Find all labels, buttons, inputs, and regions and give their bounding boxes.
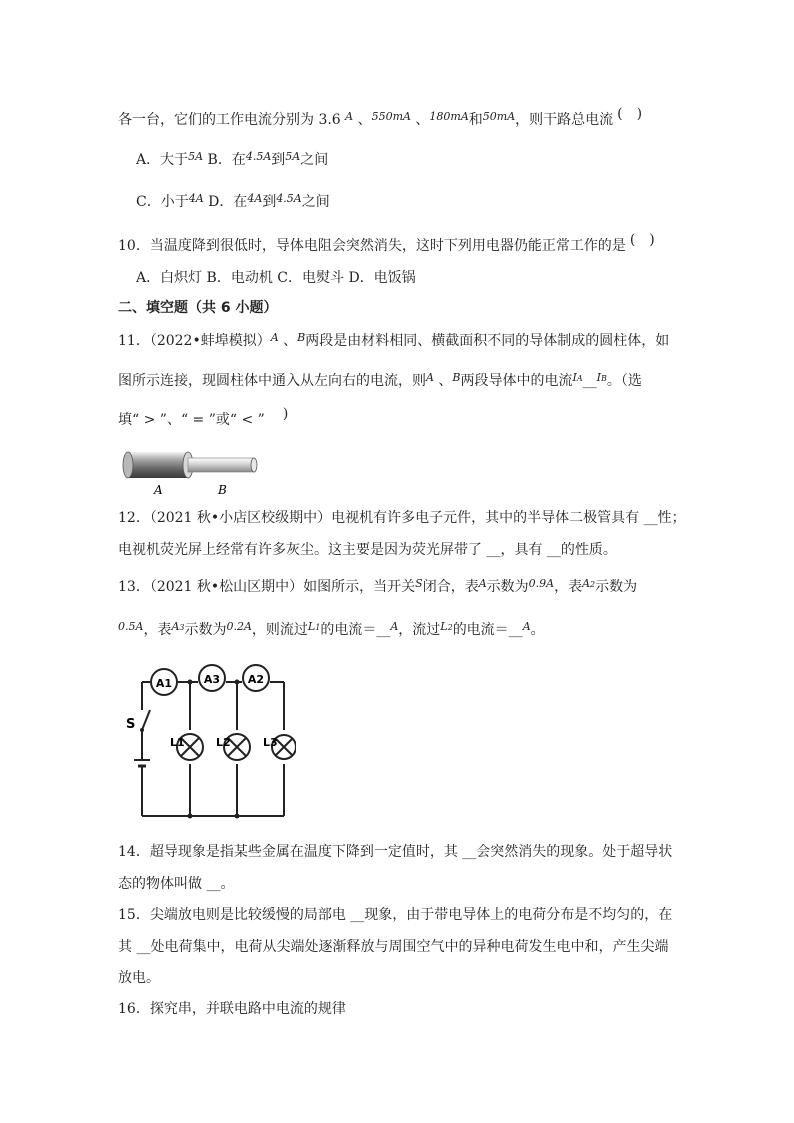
switch-blade: [142, 710, 150, 730]
text: 到: [271, 152, 286, 168]
math: B: [297, 331, 306, 344]
math: A: [270, 331, 279, 344]
math: L: [440, 620, 448, 633]
ammeter-a2: [243, 665, 269, 691]
text: 、: [278, 333, 298, 349]
label-b: B: [218, 483, 227, 497]
answer-paren: ( ): [617, 106, 643, 122]
q11-line2: [118, 371, 642, 393]
q14-line1: 14．超导现象是指某些金属在温度下降到一定值时，其 __会突然消失的现象。处于超导状: [118, 844, 673, 860]
text: 13．（2021 秋•松山区期中）如图所示，当开关: [118, 579, 416, 595]
text: A．大于: [136, 152, 189, 168]
q15-line3: 放电。: [118, 970, 160, 986]
q9-options-ab: [136, 150, 328, 171]
math: 50mA: [482, 110, 516, 123]
circuit-diagram: [124, 656, 296, 820]
lamp-l3: [263, 735, 296, 759]
lamp-l3-label: L3: [263, 736, 278, 749]
junction-dot: [235, 680, 240, 685]
math: 5A: [285, 150, 301, 163]
math: 550mA: [371, 110, 411, 123]
math: 4.5A: [245, 150, 272, 163]
q11-line3: [118, 406, 289, 430]
text: 、: [433, 373, 453, 389]
text: 。（选: [606, 373, 642, 389]
text: ，表: [554, 579, 583, 595]
math-subscript: 2: [590, 580, 596, 589]
text: ，则干路总电流: [515, 112, 614, 128]
text: 两段是由材料相同、横截面积不同的导体制成的圆柱体，如: [305, 333, 670, 349]
math: 0.5A: [118, 620, 144, 633]
math: B: [452, 371, 461, 384]
math: A: [582, 577, 591, 590]
math: A: [390, 620, 399, 633]
switch-pivot: [140, 728, 144, 732]
text: 。: [530, 622, 545, 638]
text: ，则流过: [251, 622, 308, 638]
math-subscript: 2: [447, 623, 453, 632]
blank: __: [582, 373, 597, 389]
math: L: [307, 620, 316, 633]
cylinder-diagram: [118, 448, 268, 500]
math: 180mA: [429, 110, 469, 123]
math-subscript: B: [601, 374, 607, 383]
math: A: [426, 371, 434, 384]
ammeter-a3: [199, 665, 225, 691]
text: 10．当温度降到很低时，导体电阻会突然消失，这时下列用电器仍能正常工作的是: [118, 238, 626, 254]
q13-line2: [118, 620, 545, 642]
ammeter-a2-label: A2: [247, 673, 265, 686]
text: 两段导体中的电流: [460, 373, 573, 389]
math: S: [415, 577, 423, 590]
text: 的电流＝__: [320, 622, 391, 638]
q15-line2: 其 __处电荷集中，电荷从尖端处逐渐释放与周围空气中的异种电荷发生电中和，产生尖端: [118, 939, 669, 955]
q14-line2: 态的物体叫做 __。: [118, 876, 235, 892]
math: 4.5A: [276, 192, 302, 205]
lamp-l1: [170, 734, 203, 760]
answer-paren: ): [268, 406, 289, 422]
text: 各一台，它们的工作电流分别为 3.6: [118, 112, 346, 128]
text: C．小于: [136, 194, 189, 210]
math: A: [478, 577, 487, 590]
math: 5A: [188, 150, 204, 163]
junction-dot: [188, 814, 193, 819]
text: 之间: [301, 194, 330, 210]
math: A: [171, 620, 180, 633]
q12-line2: 电视机荧光屏上经常有许多灰尘。这主要是因为荧光屏带了 __，具有 __的性质。: [118, 542, 617, 558]
q9-stem: [118, 106, 643, 131]
q10-options: A．白炽灯 B．电动机 C．电熨斗 D．电饭锅: [136, 270, 416, 286]
answer-paren: ( ): [629, 232, 655, 248]
q13-line1: [118, 577, 637, 599]
text: 闭合，表: [422, 579, 479, 595]
text: 和: [468, 112, 483, 128]
ammeter-a1: [151, 669, 177, 695]
math: I: [572, 371, 577, 384]
text: B．在: [203, 152, 246, 168]
math: A: [345, 110, 354, 123]
text: 11．（2022•蚌埠模拟）: [118, 333, 271, 349]
ammeter-a1-label: A1: [155, 677, 173, 690]
ammeter-a3-label: A3: [203, 673, 221, 686]
section-heading: 二、填空题（共 6 小题）: [118, 300, 278, 316]
math: 4A: [247, 192, 263, 205]
math: 4A: [188, 192, 204, 205]
text: 之间: [300, 152, 329, 168]
math: A: [522, 620, 531, 633]
text: 到: [262, 194, 277, 210]
text: 示数为: [595, 579, 638, 595]
text: D．在: [203, 194, 248, 210]
q15-line1: 15．尖端放电则是比较缓慢的局部电 __现象，由于带电导体上的电荷分布是不均匀的，在: [118, 907, 673, 923]
text: ，表: [143, 622, 172, 638]
q9-options-cd: [136, 192, 330, 213]
math: 0.9A: [528, 577, 555, 590]
q12-line1: 12．（2021 秋•小店区校级期中）电视机有许多电子元件，其中的半导体二极管具有 __性；: [118, 510, 686, 526]
q10-stem: [118, 232, 655, 256]
q16-line1: 16．探究串，并联电路中电流的规律: [118, 1001, 346, 1017]
lamp-l1-label: L1: [170, 736, 185, 749]
text: 示数为: [184, 622, 227, 638]
cylinder-a-end: [123, 452, 133, 478]
lamp-l2-label: L2: [216, 736, 231, 749]
math: 0.2A: [226, 620, 252, 633]
q11-line1: [118, 331, 669, 352]
switch-label: S: [126, 717, 136, 732]
math-subscript: A: [576, 374, 583, 383]
text: 示数为: [486, 579, 529, 595]
cylinder-b: [188, 458, 254, 472]
text: 的电流＝__: [452, 622, 523, 638]
junction-dot: [235, 814, 240, 819]
lamp-l2: [216, 734, 250, 760]
label-a: A: [154, 483, 163, 497]
text: 填“ > ”、“ = ”或“ < ”: [118, 412, 265, 428]
junction-dot: [188, 680, 193, 685]
text: 、: [353, 112, 372, 128]
math-subscript: 1: [315, 623, 321, 632]
cylinder-a: [128, 452, 188, 478]
math-subscript: 3: [179, 623, 185, 632]
text: 图所示连接，现圆柱体中通入从左向右的电流，则: [118, 373, 426, 389]
text: ，流过: [398, 622, 441, 638]
text: 、: [410, 112, 430, 128]
math: I: [596, 371, 601, 384]
cylinder-b-end: [251, 458, 257, 472]
